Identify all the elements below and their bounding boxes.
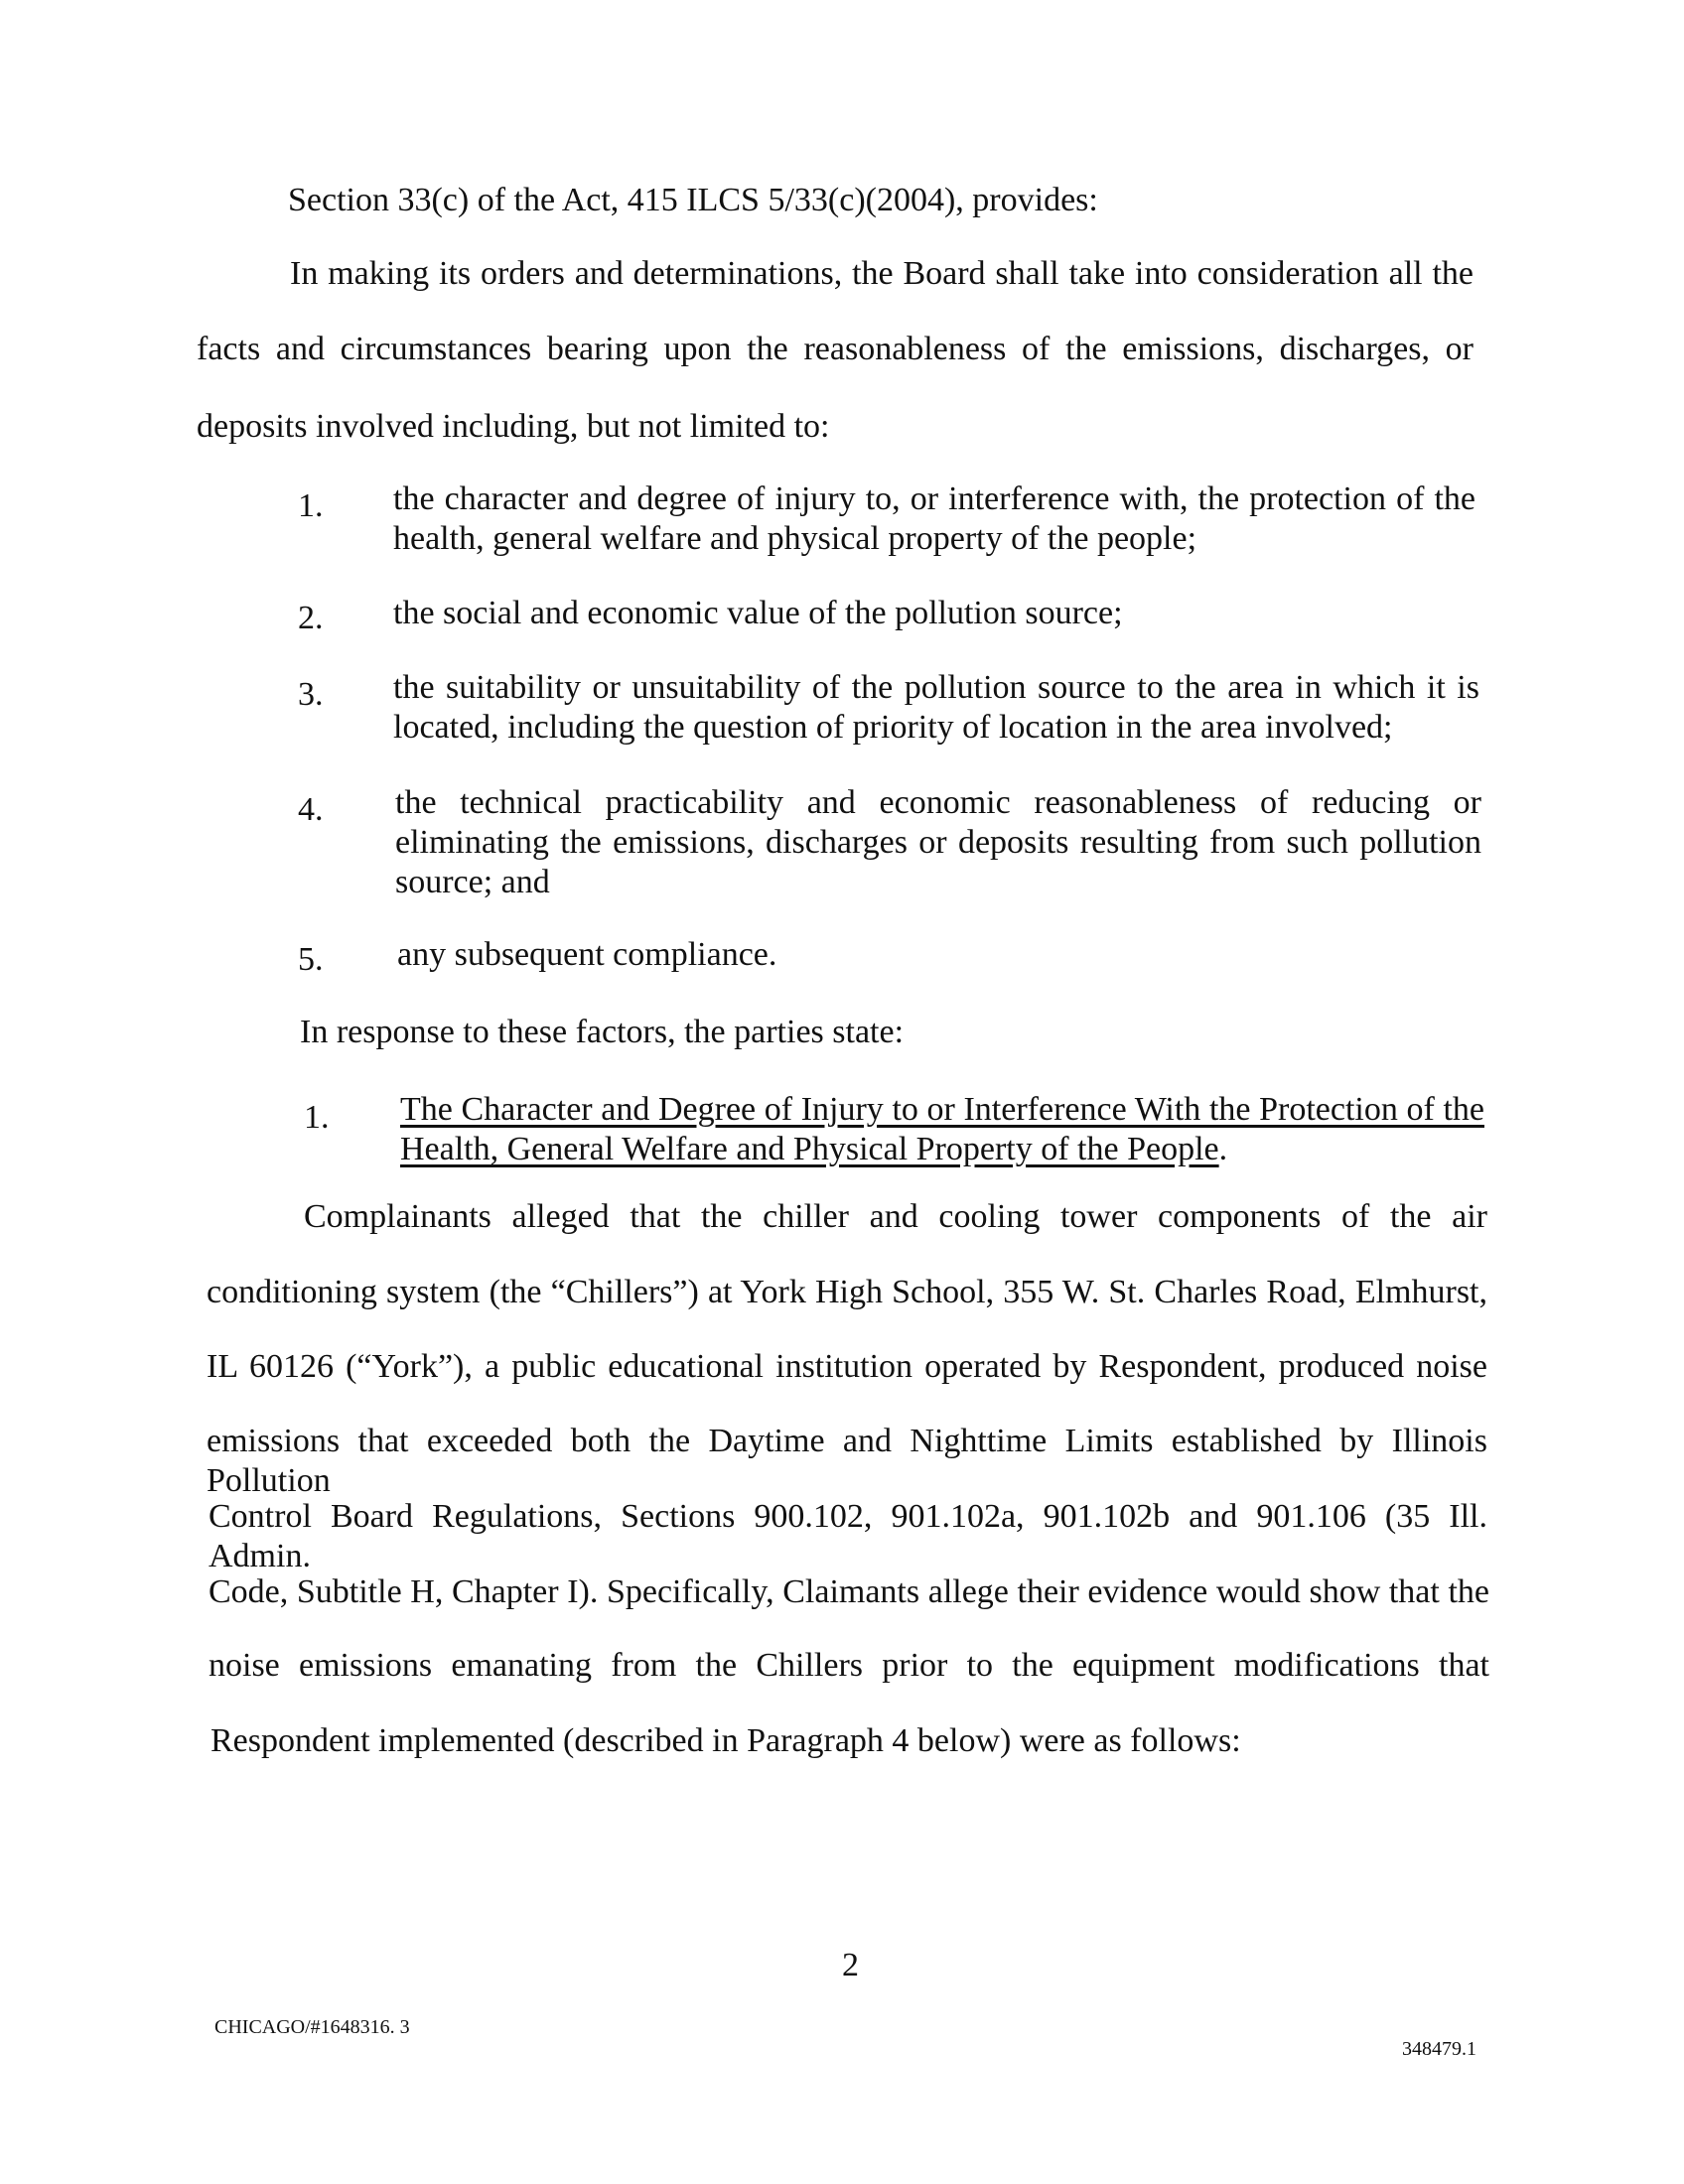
- section-1-title-line-2: [400, 1130, 1227, 1169]
- footer-left-code: CHICAGO/#1648316. 3: [214, 2016, 410, 2038]
- intro-paragraph-line-1: In making its orders and determinations, the Board shall take into consideration all the: [290, 255, 1474, 292]
- body-line-5: Control Board Regulations, Sections 900.102, 901.102a, 901.102b and 901.106 (35 Ill. Admin.: [209, 1498, 1487, 1574]
- response-intro: In response to these factors, the parties state:: [300, 1014, 905, 1050]
- factor-4-line-2: eliminating the emissions, discharges or deposits resulting from such pollution: [395, 824, 1481, 861]
- factor-number-1: 1.: [298, 487, 324, 524]
- body-line-6: Code, Subtitle H, Chapter I). Specifically, Claimants allege their evidence would show that the: [209, 1573, 1489, 1610]
- body-line-3: IL 60126 (“York”), a public educational institution operated by Respondent, produced noise: [207, 1348, 1487, 1385]
- factor-3-line-1: the suitability or unsuitability of the pollution source to the area in which it is: [393, 669, 1479, 706]
- factor-number-2: 2.: [298, 600, 324, 636]
- body-line-7: noise emissions emanating from the Chillers prior to the equipment modifications that: [209, 1647, 1489, 1684]
- body-line-8: Respondent implemented (described in Paragraph 4 below) were as follows:: [210, 1722, 1241, 1759]
- factor-5-line-1: any subsequent compliance.: [397, 936, 777, 973]
- section-1-title-end: .: [1218, 1131, 1228, 1167]
- section-1-title-line-1: [400, 1090, 1484, 1130]
- intro-paragraph-line-3: deposits involved including, but not limited to:: [197, 408, 830, 445]
- factor-1-line-2: health, general welfare and physical property of the people;: [393, 520, 1197, 557]
- factor-1-line-1: the character and degree of injury to, or interference with, the protection of the: [393, 480, 1475, 517]
- factor-3-line-2: located, including the question of priority of location in the area involved;: [393, 709, 1393, 746]
- section-1-number: 1.: [304, 1099, 330, 1136]
- section-heading: Section 33(c) of the Act, 415 ILCS 5/33(c)(2004), provides:: [288, 182, 1098, 218]
- factor-4-line-1: the technical practicability and economic reasonableness of reducing or: [395, 784, 1481, 821]
- footer-right-code: 348479.1: [1402, 2038, 1476, 2060]
- intro-paragraph-line-2: facts and circumstances bearing upon the reasonableness of the emissions, discharges, or: [197, 331, 1474, 367]
- body-line-4: emissions that exceeded both the Daytime and Nighttime Limits established by Illinois Pollution: [207, 1423, 1487, 1499]
- section-1-title-text-1: The Character and Degree of Injury to or Interference With the Protection of the: [400, 1091, 1484, 1128]
- page-number: 2: [842, 1947, 859, 1983]
- factor-2-line-1: the social and economic value of the pollution source;: [393, 595, 1123, 631]
- section-1-title-text-2: Health, General Welfare and Physical Property of the People: [400, 1131, 1219, 1167]
- factor-number-3: 3.: [298, 676, 324, 713]
- body-line-1: Complainants alleged that the chiller and cooling tower components of the air: [304, 1198, 1487, 1235]
- factor-4-line-3: source; and: [395, 864, 550, 900]
- factor-number-4: 4.: [298, 791, 324, 828]
- body-line-2: conditioning system (the “Chillers”) at York High School, 355 W. St. Charles Road, Elmhurst,: [207, 1274, 1487, 1310]
- factor-number-5: 5.: [298, 941, 324, 978]
